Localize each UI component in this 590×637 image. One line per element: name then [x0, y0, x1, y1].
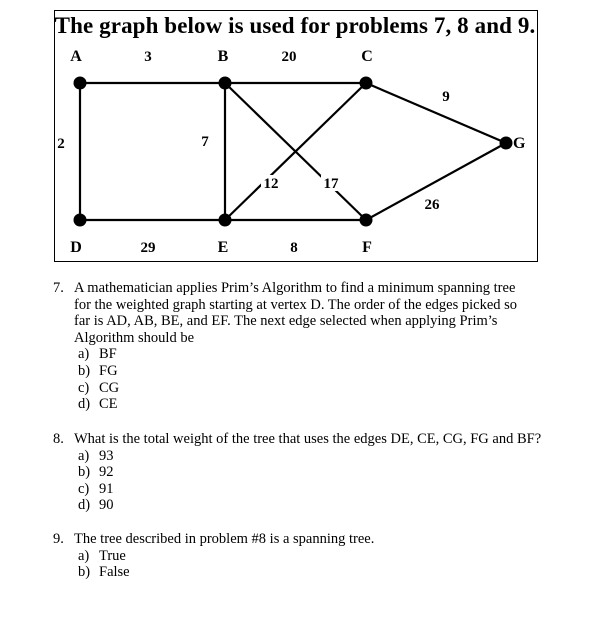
vertex-a: [74, 77, 87, 90]
problem-number: 8.: [53, 431, 64, 447]
edge-weight-cg: 9: [442, 89, 450, 105]
vertex-f: [360, 214, 373, 227]
option-b: b) 92: [78, 464, 114, 481]
edge-weight-ab: 3: [144, 49, 152, 65]
option-c: c) 91: [78, 480, 114, 497]
option-a: a) 93: [78, 447, 114, 464]
answer-options: [78, 346, 534, 412]
option-a: a) True: [78, 547, 126, 564]
problem-text: What is the total weight of the tree that uses the edges DE, CE, CG, FG and BF?: [74, 431, 542, 447]
problem-8: [53, 431, 574, 514]
edge-weight-be: 7: [201, 134, 209, 150]
option-d: d) CE: [78, 396, 118, 413]
vertex-e: [219, 214, 232, 227]
vertex-label-a: A: [70, 48, 82, 65]
problem-text: A mathematician applies Prim’s Algorithm to find a minimum spanning tree for the weighted graph starting at vertex D. The order of the edges picked so far is AD, AB, BE, and EF. The next edge selected when applying Prim’s Algorithm should be: [74, 280, 518, 346]
edge-weight-ce: 12: [263, 176, 279, 192]
edge-weight-ad: 2: [57, 136, 65, 152]
vertex-label-c: C: [361, 48, 373, 65]
answer-options: [78, 448, 574, 514]
vertex-label-f: F: [362, 239, 372, 256]
vertex-label-d: D: [70, 239, 82, 256]
edge-weight-bf: 17: [323, 176, 339, 192]
problem-7: [53, 280, 534, 413]
vertex-label-b: B: [217, 48, 229, 65]
edge-cg: [366, 83, 506, 143]
option-b: b) FG: [78, 362, 118, 379]
vertex-label-g: G: [513, 135, 526, 152]
vertex-label-e: E: [217, 239, 229, 256]
option-b: b) False: [78, 564, 130, 581]
edge-weight-ef: 8: [290, 240, 298, 256]
problem-number: 9.: [53, 531, 64, 547]
edge-weight-fg: 26: [424, 197, 440, 213]
figure-title: The graph below is used for problems 7, 8 and 9.: [54, 13, 536, 38]
option-a: a) BF: [78, 346, 117, 363]
vertex-c: [360, 77, 373, 90]
vertex-d: [74, 214, 87, 227]
option-d: d) 90: [78, 497, 114, 514]
vertex-b: [219, 77, 232, 90]
problem-number: 7.: [53, 280, 64, 296]
edge-weight-de: 29: [140, 240, 156, 256]
problem-9: [53, 531, 534, 581]
option-c: c) CG: [78, 379, 120, 396]
edge-weight-bc: 20: [281, 49, 297, 65]
problem-text: The tree described in problem #8 is a spanning tree.: [74, 531, 375, 547]
answer-options: [78, 548, 534, 581]
vertex-g: [500, 137, 513, 150]
